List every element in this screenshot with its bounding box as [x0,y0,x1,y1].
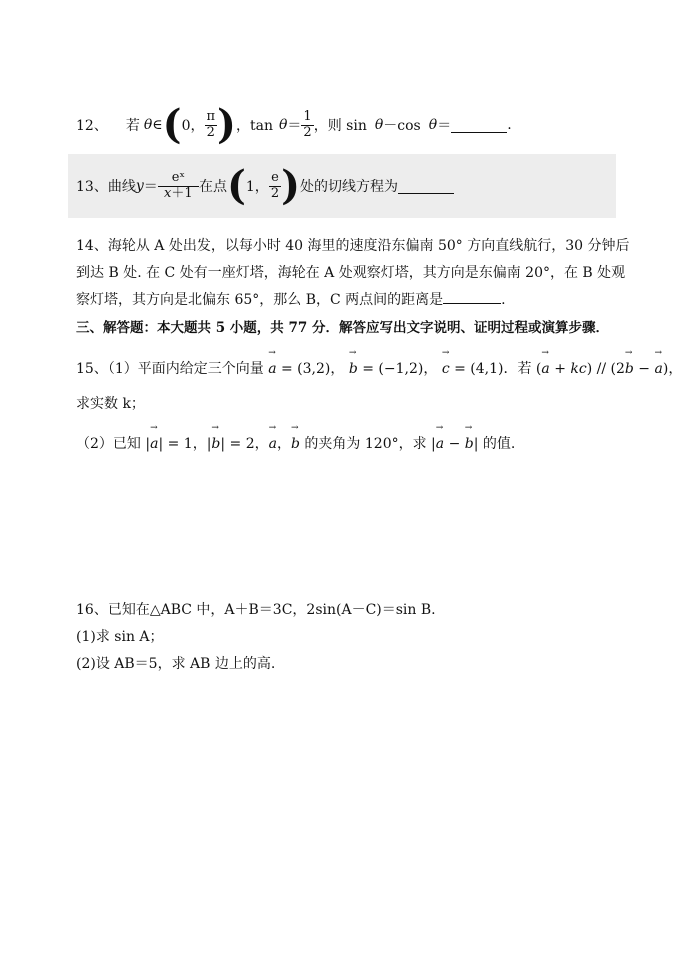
q13-numerator: eˣ [158,171,199,186]
q13-tail: 处的切线方程为 [300,179,399,195]
question-14-line-1: 14、海轮从 A 处出发，以每小时 40 海里的速度沿东偏南 50° 方向直线航行，30 分钟后 [76,238,630,254]
question-16-line-2: (1)求 sin A； [76,629,164,645]
q15-diff-minus: − [444,436,465,452]
question-14-line-3 [76,289,506,311]
q15-end: | 的值. [473,436,516,452]
q12-one: 1 [303,109,312,125]
q12-number: 12、 [76,118,108,134]
q15-p2-vector-b-2: → b [291,433,300,455]
q13-answer-blank [398,179,454,194]
q12-theta: θ [143,117,153,133]
q13-point-x: 1， [245,179,269,195]
q15-p2-lead: （2）已知 | [76,436,151,452]
question-15-part-1-line-2: 求实数 k； [76,396,145,412]
q12-pi-over-2 [205,110,218,140]
q14-line3-text: 察灯塔，其方向是北偏东 65°，那么 B，C 两点间的距离是 [76,292,444,308]
q13-eq: ＝ [143,179,158,195]
q15-p1-lead: 15、（1）平面内给定三个向量 [76,361,264,377]
q13-two: 2 [270,185,280,201]
q12-one-half [301,110,313,140]
q13-e-over-2 [269,171,281,201]
q15-abs2: | = 2， [220,436,269,452]
q12-pi: π [206,109,216,125]
q15-abs1: | = 1，| [158,436,212,452]
right-bracket-icon: ) [217,101,236,148]
q12-theta-3: θ [374,117,384,133]
question-15-part-2 [76,433,515,455]
q12-eq: ＝ [287,118,302,134]
q14-end: . [501,292,506,308]
q12-in-symbol: ∈ [152,117,163,133]
q12-theta-2: θ [278,117,288,133]
question-16-line-1: 16、已知在△ABC 中，A＋B＝3C，2sin(A－C)＝sin B. [76,602,436,618]
q13-function-fraction [158,171,199,201]
q12-tan: ，tan [235,118,273,134]
q15-p2-vector-b-3: → b [465,433,474,455]
q15-vector-c: → c [442,358,450,380]
q14-answer-blank [443,289,501,304]
q13-denominator [158,187,199,201]
q15-vector-b-2: → b [625,358,634,380]
question-16-line-3: (2)设 AB＝5，求 AB 边上的高. [76,656,276,672]
question-13 [76,160,454,212]
q12-minus-cos: －cos [383,118,421,134]
question-12 [76,103,512,147]
left-bracket-icon: ( [162,101,182,148]
q15-vector-a-2: → a [541,358,549,380]
q12-answer-blank [451,118,507,133]
q15-p2-vector-b: → b [211,433,220,455]
q12-eq-2: ＝ [437,118,452,134]
q13-y: y [135,178,144,194]
left-paren-icon: ( [226,162,246,209]
q15-p2-vector-a: → a [150,433,158,455]
q12-interval-left: 0， [181,118,205,134]
q12-then: ，则 sin [313,118,367,134]
right-paren-icon: ) [281,162,301,209]
q15-p2-vector-a-2: → a [269,433,277,455]
q15-vector-a: → a [268,358,276,380]
q12-two: 2 [206,124,215,140]
q15-angle: 的夹角为 120°，求 | [299,436,436,452]
q15-b-value: = (−1,2)， [357,361,438,377]
q15-minus: − [633,361,655,377]
q15-a-value: = (3,2)， [276,361,345,377]
q15-plus-kc: + kc [549,361,587,377]
q12-end: . [507,117,512,133]
q15-parallel: ) // (2 [586,361,625,377]
q13-den-rest: ＋1 [171,185,193,201]
section-3-heading: 三、解答题：本大题共 5 小题，共 77 分．解答应写出文字说明、证明过程或演算步骤． [76,320,609,336]
q13-number: 13、曲线 [76,179,136,195]
q13-e: e [269,171,281,186]
q15-vector-b: → b [349,358,358,380]
q15-comma: ， [277,436,292,452]
question-14-line-2: 到达 B 处. 在 C 处有一座灯塔，海轮在 A 处观察灯塔，其方向是东偏南 20°，在 B 处观 [76,265,626,281]
q15-close: )， [662,361,683,377]
q15-vector-a-3: → a [655,358,663,380]
q12-theta-4: θ [428,117,438,133]
question-15-part-1 [76,358,682,380]
q13-at-point: 在点 [198,179,227,195]
q13-den-x: x [164,185,172,201]
q12-lead: 若 [125,118,140,134]
q15-c-value: = (4,1)．若 ( [449,361,542,377]
q12-two-2: 2 [303,124,312,140]
q15-p2-vector-a-3: → a [436,433,444,455]
